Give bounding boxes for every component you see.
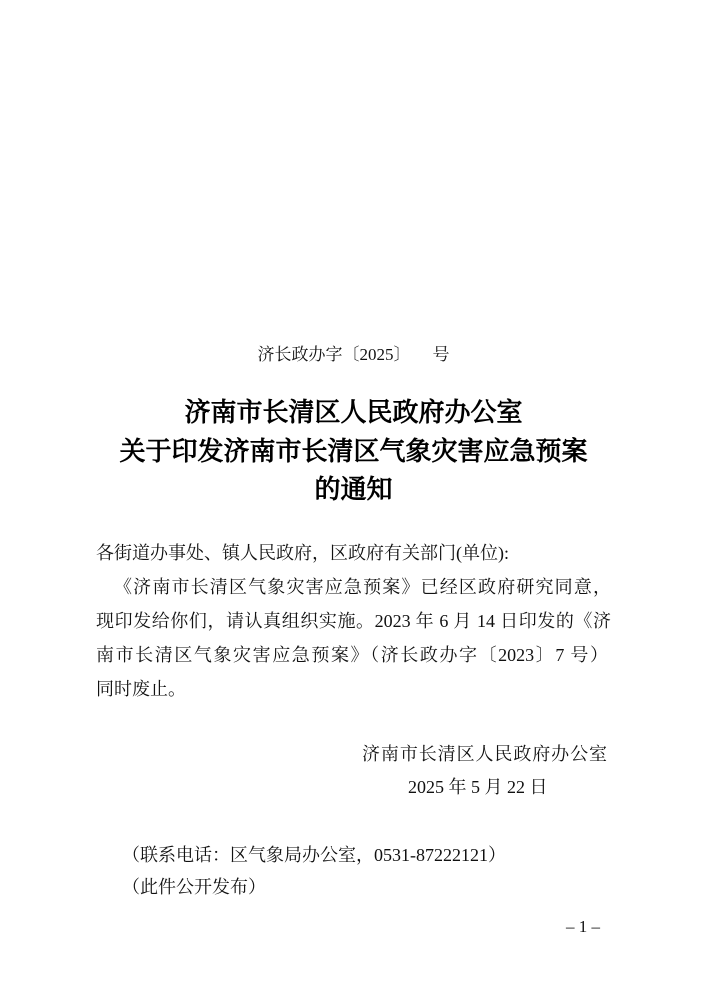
document-number (0, 344, 707, 366)
body-line-3: 南市长清区气象灾害应急预案》（济长政办字〔2023〕7 号） (96, 645, 608, 665)
issuer-signature: 济南市长清区人民政府办公室 (362, 744, 607, 764)
title-line-3: 的通知 (314, 475, 393, 505)
title-line-2: 关于印发济南市长清区气象灾害应急预案 (119, 437, 588, 467)
document-number-suffix: 号 (432, 345, 450, 364)
publish-note: （此件公开发布） (122, 877, 266, 897)
issue-date: 2025 年 5 月 22 日 (408, 777, 548, 797)
page-number: – 1 – (566, 917, 600, 936)
document-number-prefix: 济长政办字〔2025〕 (257, 345, 411, 364)
contact-note: （联系电话：区气象局办公室，0531-87222121） (122, 845, 506, 865)
salutation: 各街道办事处、镇人民政府，区政府有关部门(单位): (96, 543, 509, 563)
body-line-2: 现印发给你们，请认真组织实施。2023 年 6 月 14 日印发的《济 (96, 611, 611, 631)
body-line-4: 同时废止。 (96, 679, 186, 699)
title-line-1: 济南市长清区人民政府办公室 (184, 398, 523, 428)
body-line-1: 《济南市长清区气象灾害应急预案》已经区政府研究同意， (114, 577, 611, 597)
